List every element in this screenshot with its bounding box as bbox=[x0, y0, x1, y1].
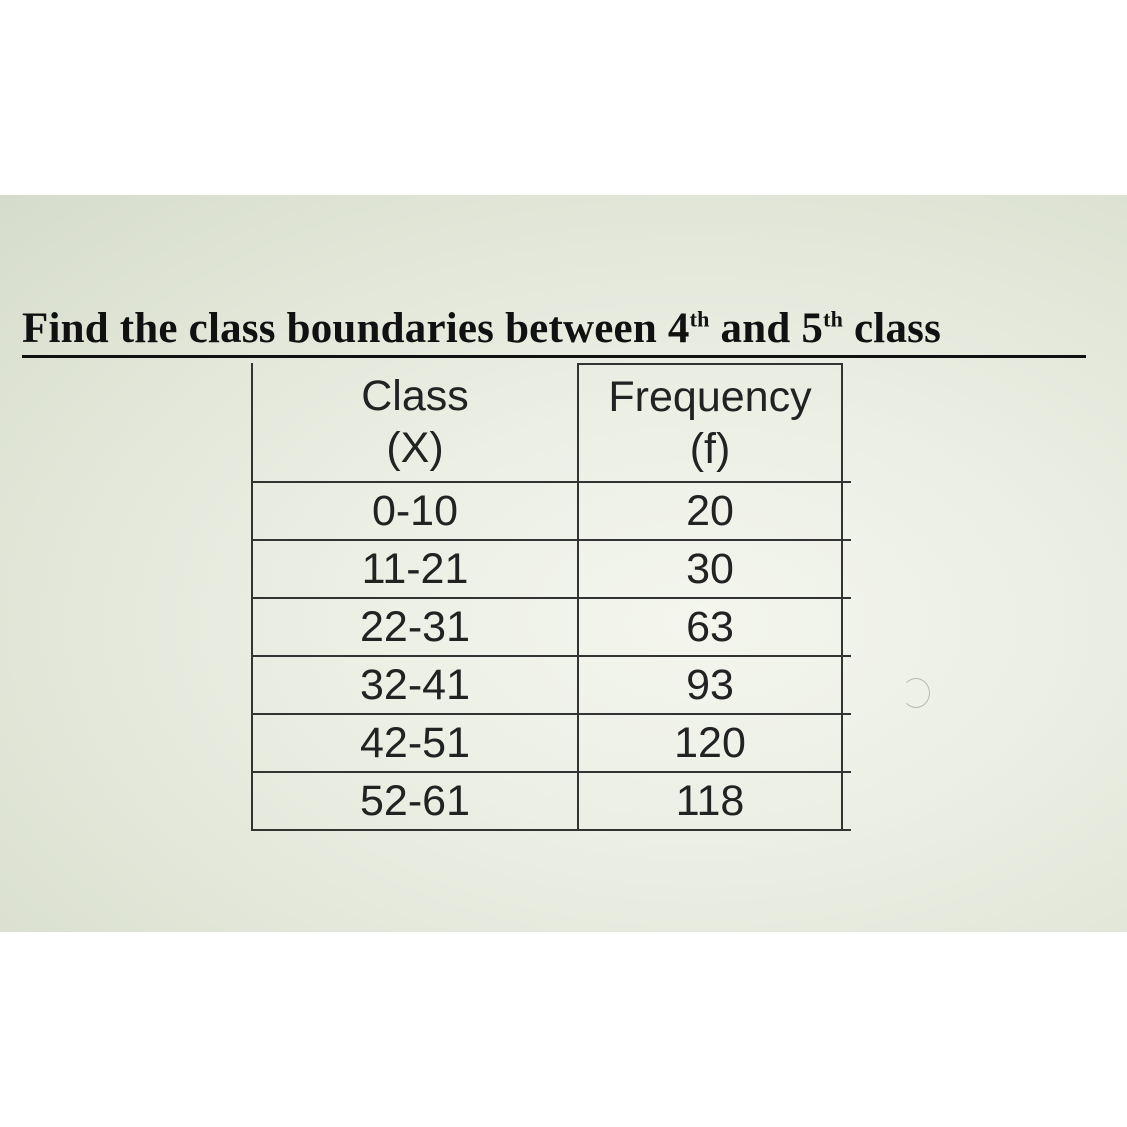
frequency-cell: 120 bbox=[579, 715, 843, 771]
question-part3: class bbox=[843, 305, 942, 352]
frequency-cell: 30 bbox=[579, 541, 843, 597]
frequency-header-symbol: (f) bbox=[689, 425, 731, 473]
class-cell: 22-31 bbox=[251, 599, 579, 655]
frequency-table bbox=[251, 363, 851, 831]
class-cell: 0-10 bbox=[251, 483, 579, 539]
class-header bbox=[251, 363, 579, 481]
class-cell: 11-21 bbox=[251, 541, 579, 597]
table-header-row bbox=[251, 363, 851, 483]
class-cell: 32-41 bbox=[251, 657, 579, 713]
class-cell: 42-51 bbox=[251, 715, 579, 771]
frequency-cell: 93 bbox=[579, 657, 843, 713]
question-sup2: th bbox=[823, 306, 844, 332]
table-row bbox=[251, 773, 851, 831]
question-sup1: th bbox=[689, 306, 710, 332]
pencil-mark-icon bbox=[902, 678, 930, 708]
table-row bbox=[251, 715, 851, 773]
question-part2: and 5 bbox=[709, 305, 824, 352]
frequency-header-label: Frequency bbox=[608, 373, 812, 421]
class-header-symbol: (X) bbox=[386, 424, 444, 472]
table-row bbox=[251, 657, 851, 715]
table-row bbox=[251, 483, 851, 541]
frequency-cell: 63 bbox=[579, 599, 843, 655]
frequency-cell: 20 bbox=[579, 483, 843, 539]
table-row bbox=[251, 541, 851, 599]
question-text bbox=[22, 303, 1086, 358]
class-cell: 52-61 bbox=[251, 773, 579, 829]
frequency-cell: 118 bbox=[579, 773, 843, 829]
frequency-header bbox=[579, 363, 843, 481]
photographed-document bbox=[0, 195, 1127, 932]
table-row bbox=[251, 599, 851, 657]
question-part1: Find the class boundaries between 4 bbox=[22, 305, 690, 352]
class-header-label: Class bbox=[361, 372, 469, 420]
